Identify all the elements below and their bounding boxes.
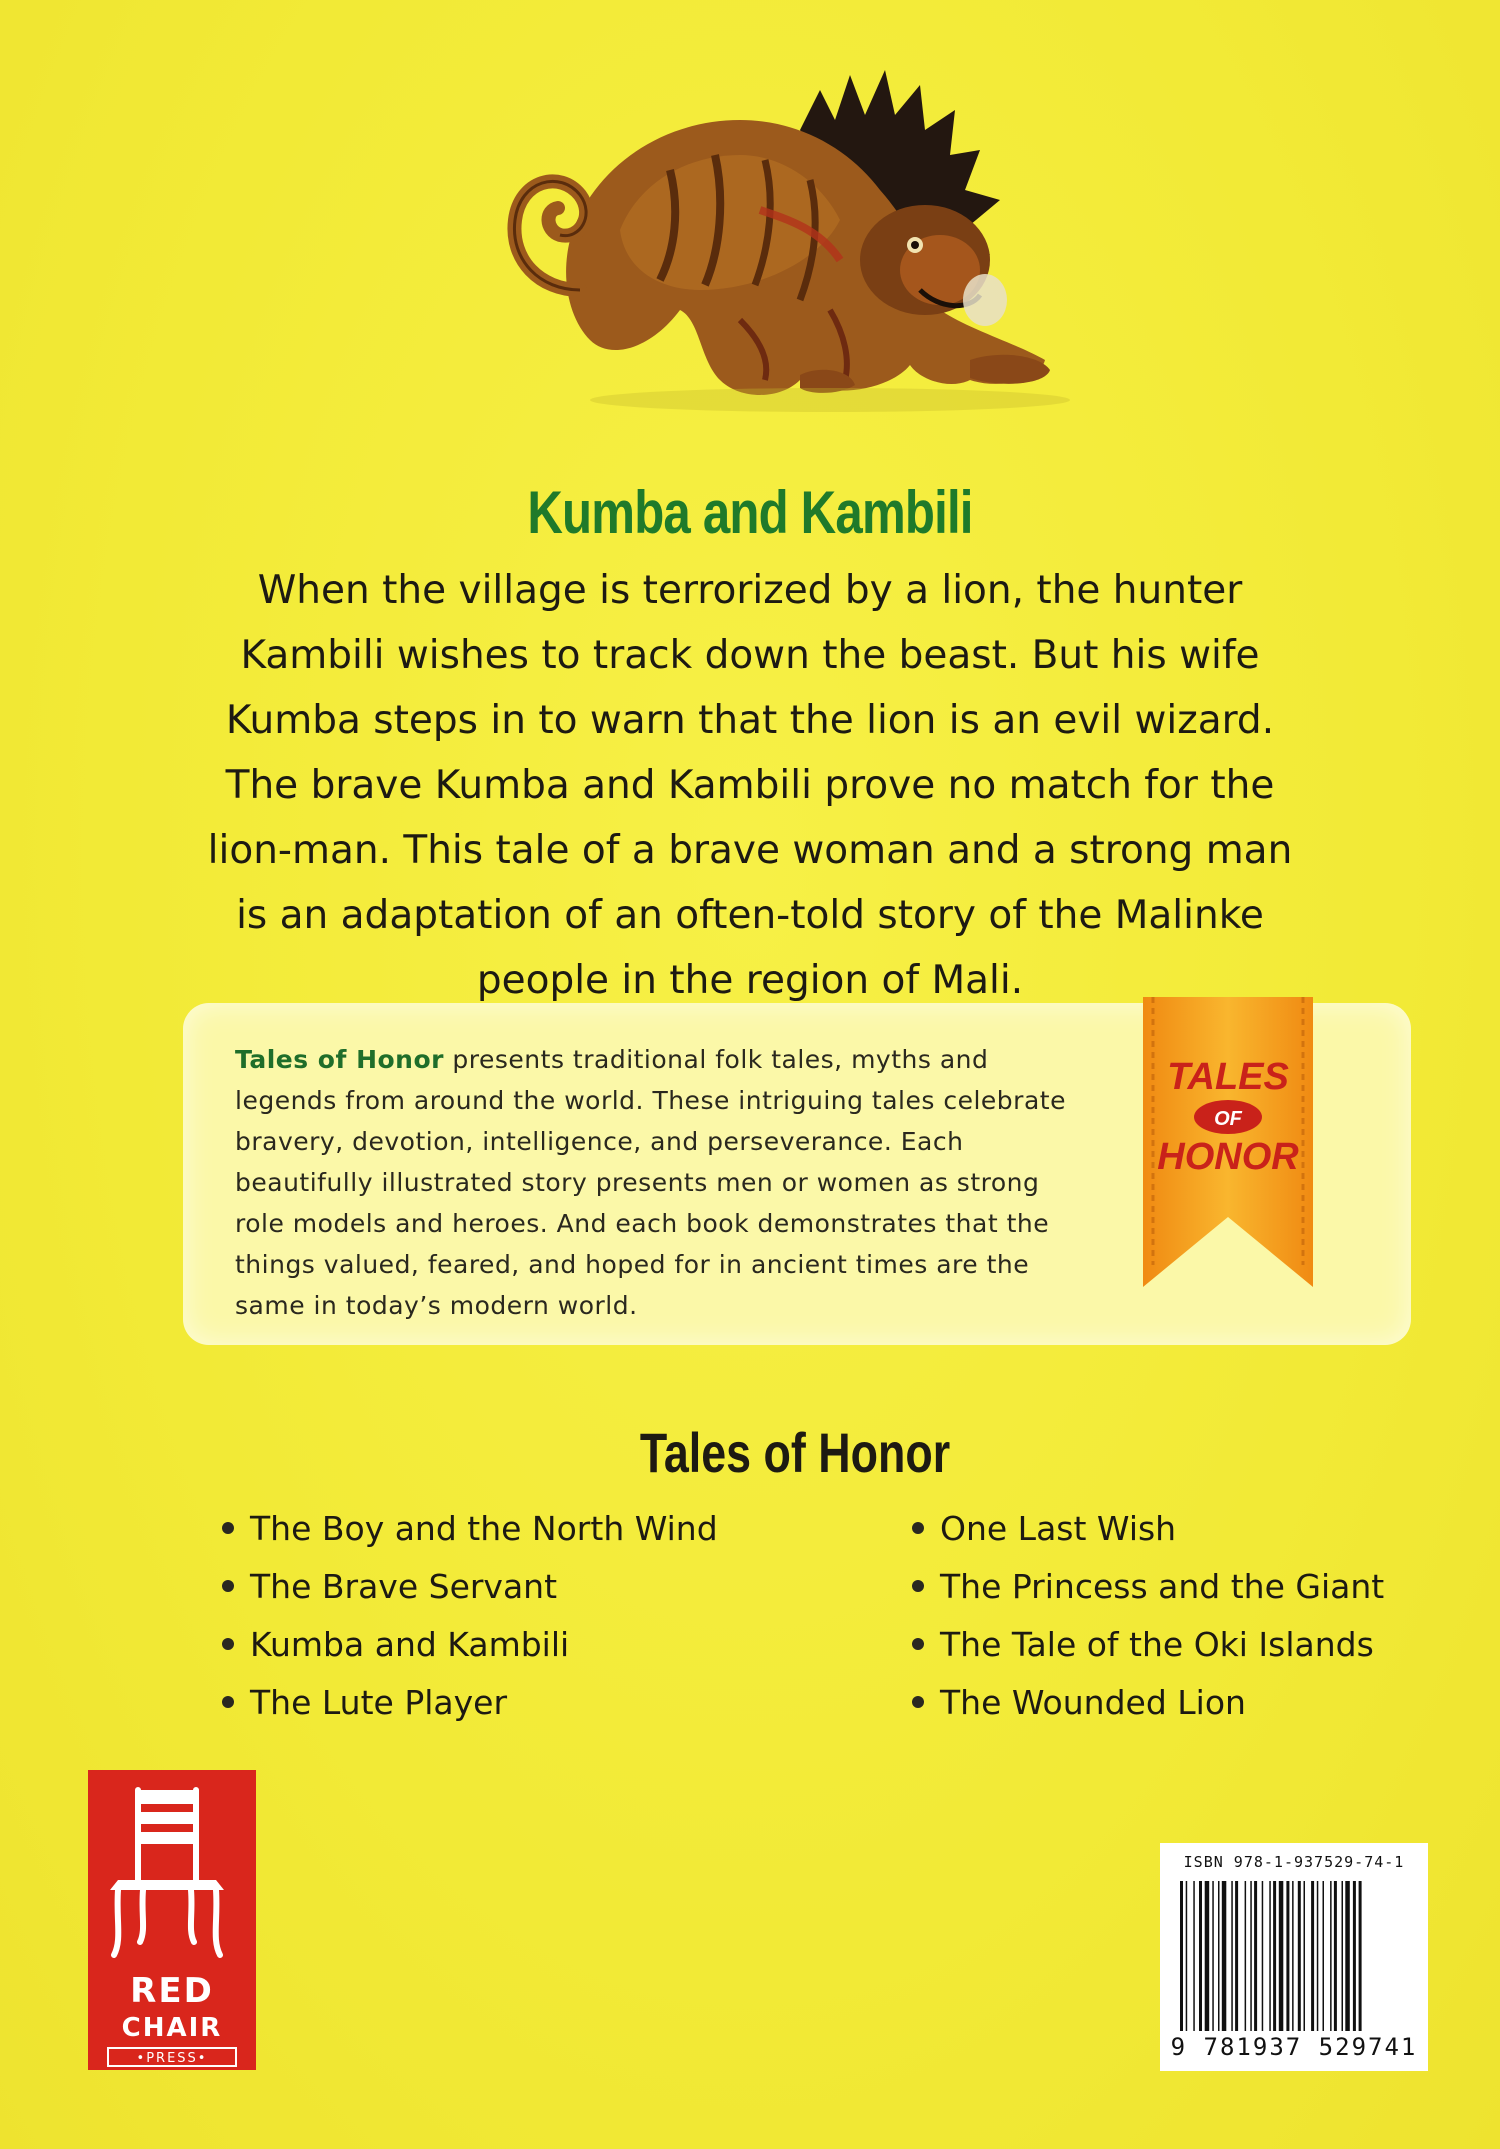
barcode-bar xyxy=(1323,1881,1325,2031)
badge-line-3: HONOR xyxy=(1157,1136,1299,1178)
barcode-bar xyxy=(1235,1881,1238,2031)
barcode-digits: 9 781937 529741 xyxy=(1170,2033,1418,2061)
badge-line-1: TALES xyxy=(1167,1056,1289,1098)
barcode-bar xyxy=(1193,1881,1195,2031)
bullet-icon xyxy=(222,1638,234,1650)
barcode-bar xyxy=(1218,1881,1220,2031)
barcode-bar xyxy=(1345,1881,1350,2031)
series-list-heading: Tales of Honor xyxy=(639,1421,951,1484)
barcode-bar xyxy=(1250,1881,1252,2031)
list-item xyxy=(912,1674,1384,1732)
series-title: The Tale of the Oki Islands xyxy=(940,1625,1374,1664)
barcode-bar xyxy=(1186,1881,1188,2031)
barcode-bar xyxy=(1231,1881,1233,2031)
list-item xyxy=(222,1558,718,1616)
barcode-bar xyxy=(1353,1881,1356,2031)
barcode-bar xyxy=(1334,1881,1337,2031)
book-title: Kumba and Kambili xyxy=(527,479,973,546)
barcode-bar xyxy=(1254,1881,1257,2031)
lion-illustration xyxy=(500,60,1180,440)
series-title: The Boy and the North Wind xyxy=(250,1509,718,1548)
bullet-icon xyxy=(912,1696,924,1708)
barcode-bar xyxy=(1262,1881,1264,2031)
series-title: The Brave Servant xyxy=(250,1567,558,1606)
series-title: The Wounded Lion xyxy=(940,1683,1246,1722)
logo-word-red: RED xyxy=(130,1971,214,2011)
barcode-bar xyxy=(1298,1881,1301,2031)
list-item xyxy=(912,1500,1384,1558)
bullet-icon xyxy=(222,1696,234,1708)
barcode-bar xyxy=(1292,1881,1294,2031)
red-chair-press-logo xyxy=(88,1770,256,2070)
barcode-bar xyxy=(1342,1881,1344,2031)
barcode-bar xyxy=(1304,1881,1306,2031)
barcode-bar xyxy=(1205,1881,1210,2031)
series-description-text: presents traditional folk tales, myths and legends from around the world. These intriguing tales celebrate bravery, devotion, intelligence, and perseverance. Each beautifully illustrated story presents men or women as strong role models and heroes. And each book demonstrates that the things valued, feared, and hoped for in ancient times are the same in today’s modern world. xyxy=(235,1045,1066,1320)
series-info-panel xyxy=(183,1003,1411,1345)
list-item xyxy=(912,1616,1384,1674)
series-description xyxy=(235,1039,1095,1326)
barcode-bar xyxy=(1330,1881,1332,2031)
list-item xyxy=(222,1674,718,1732)
barcode-bar xyxy=(1311,1881,1314,2031)
list-item xyxy=(222,1616,718,1674)
barcode-bar xyxy=(1273,1881,1276,2031)
isbn-number: ISBN 978-1-937529-74-1 xyxy=(1183,1853,1405,1871)
barcode-bar xyxy=(1279,1881,1284,2031)
barcode-bar xyxy=(1269,1881,1271,2031)
barcode-bar xyxy=(1222,1881,1227,2031)
bullet-icon xyxy=(222,1580,234,1592)
barcode-bar xyxy=(1317,1881,1319,2031)
series-titles-left xyxy=(222,1500,718,1732)
barcode-bar xyxy=(1359,1881,1362,2031)
bullet-icon xyxy=(912,1522,924,1534)
series-title: Kumba and Kambili xyxy=(250,1625,570,1664)
series-title: The Princess and the Giant xyxy=(940,1567,1385,1606)
barcode-bar xyxy=(1286,1881,1289,2031)
series-titles-right xyxy=(912,1500,1384,1732)
series-name: Tales of Honor xyxy=(235,1045,444,1074)
tales-of-honor-badge xyxy=(1133,997,1323,1297)
isbn-barcode xyxy=(1160,1843,1428,2071)
barcode-bar xyxy=(1212,1881,1214,2031)
barcode-bars xyxy=(1180,1881,1408,2031)
series-title: The Lute Player xyxy=(250,1683,508,1722)
logo-word-press: •PRESS• xyxy=(136,2051,208,2066)
list-item xyxy=(222,1500,718,1558)
bullet-icon xyxy=(912,1638,924,1650)
barcode-bar xyxy=(1199,1881,1202,2031)
logo-word-chair: CHAIR xyxy=(121,2013,223,2043)
bullet-icon xyxy=(222,1522,234,1534)
list-item xyxy=(912,1558,1384,1616)
series-title: One Last Wish xyxy=(940,1509,1177,1548)
book-synopsis: When the village is terrorized by a lion, the hunter Kambili wishes to track down the beast. But his wife Kumba steps in to warn that the lion is an evil wizard. The brave Kumba and Kambili prove no match for the lion-man. This tale of a brave woman and a strong man is an adaptation of an often-told story of the Malinke people in the region of Mali. xyxy=(207,568,1293,1003)
barcode-bar xyxy=(1180,1881,1183,2031)
barcode-bar xyxy=(1245,1881,1247,2031)
bullet-icon xyxy=(912,1580,924,1592)
badge-line-2: OF xyxy=(1214,1108,1242,1130)
